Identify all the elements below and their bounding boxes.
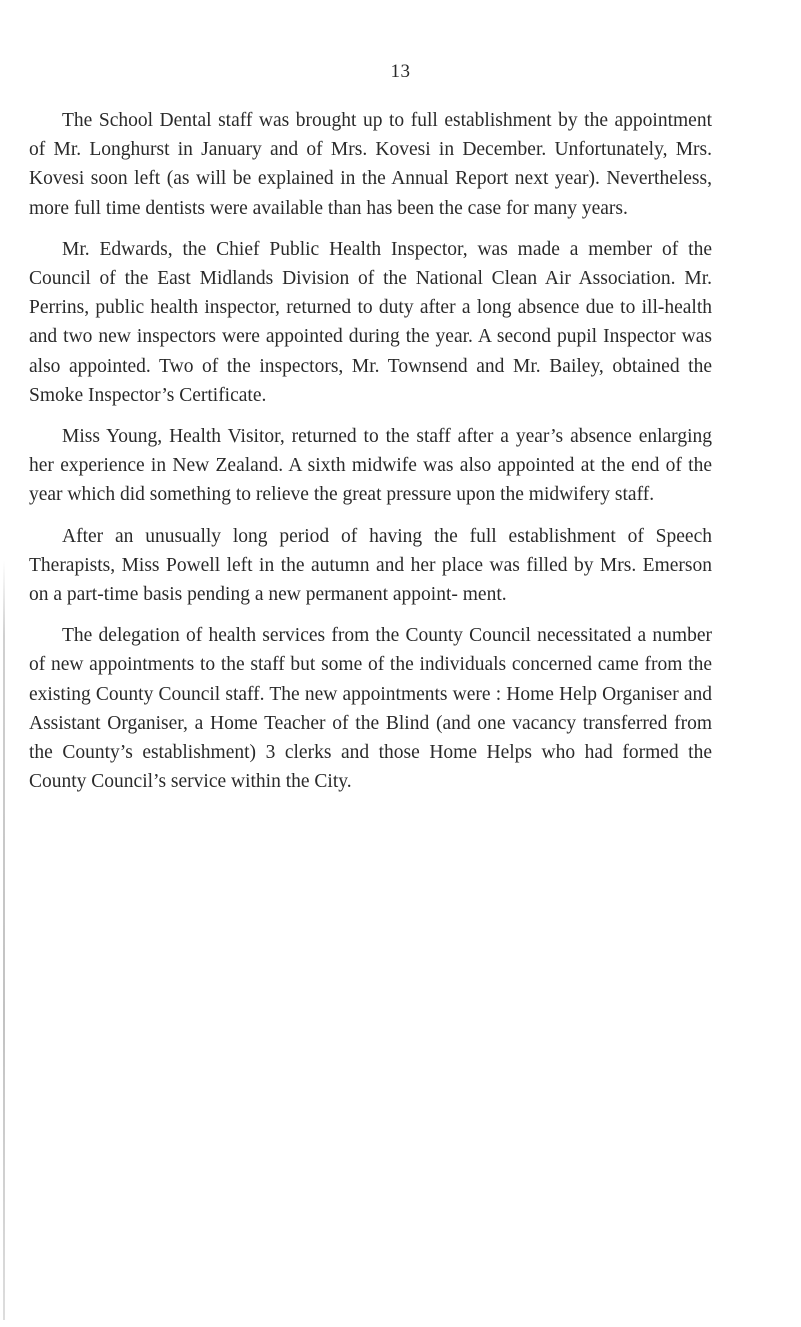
body-text xyxy=(29,106,712,808)
paragraph-county-council-delegation: The delegation of health services from the County Council necessitated a number of new appointments to the staff but some of the individuals concerned came from the existing County Council staff. The new appointments were : Home Help Organiser and Assistant Organiser, a Home Teacher of the Blind (and one vacancy transferred from the County’s establishment) 3 clerks and those Home Helps who had formed the County Council’s service within the City. xyxy=(29,625,712,793)
page-number: 13 xyxy=(390,61,411,82)
paragraph-speech-therapists: After an unusually long period of having the full establishment of Speech Therapists, Miss Powell left in the autumn and her place was filled by Mrs. Emerson on a part-time basis pending a new permanent appoint- ment. xyxy=(29,525,712,606)
page-binding-edge xyxy=(3,560,5,1320)
paragraph-health-visitor-midwifery: Miss Young, Health Visitor, returned to the staff after a year’s absence enlarging her experience in New Zealand. A sixth midwife was also appointed at the end of the year which did something to relieve the great pressure upon the midwifery staff. xyxy=(29,426,712,506)
paragraph-dental-staff: The School Dental staff was brought up to full establishment by the appointment of Mr. Longhurst in January and of Mrs. Kovesi in December. Unfortunately, Mrs. Kovesi soon left (as will be explained in the Annual Report next year). Nevertheless, more full time dentists were available than has been the case for many years. xyxy=(29,110,712,219)
paragraph-health-inspectors: Mr. Edwards, the Chief Public Health Inspector, was made a member of the Council of the East Midlands Division of the National Clean Air Association. Mr. Perrins, public health inspector, returned to duty after a long absence due to ill-health and two new inspectors were appointed during the year. A second pupil Inspector was also appointed. Two of the inspectors, Mr. Townsend and Mr. Bailey, obtained the Smoke Inspector’s Certificate. xyxy=(29,238,712,406)
